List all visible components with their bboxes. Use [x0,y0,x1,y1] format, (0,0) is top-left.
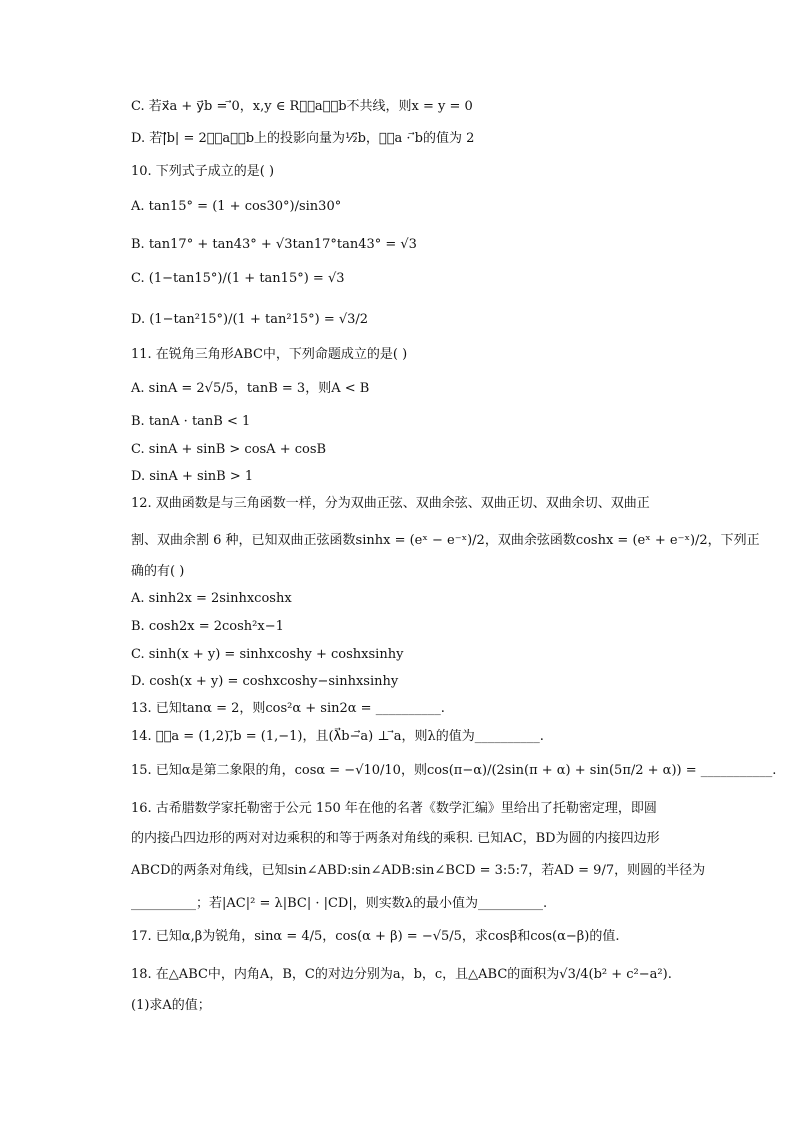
text-line: A. tan15° = (1 + cos30°)/sin30° [131,199,342,214]
text-line: 16. 古希腊数学家托勒密于公元 150 年在他的名著《数学汇编》里给出了托勒密定理，即圆 [131,801,657,816]
text-line: 确的有( ) [131,564,185,579]
text-line: ABCD的两条对角线，已知sin∠ABD:sin∠ADB:sin∠BCD = 3:5:7，若AD = 9/7，则圆的半径为 [131,863,706,878]
text-line: 14. 若⃗a = (1,2),⃗b = (1,−1)，且(λ⃗b−⃗a) ⊥ ⃗a，则λ的值为__________. [131,729,544,744]
text-line: 割、双曲余割 6 种，已知双曲正弦函数sinhx = (eˣ − e⁻ˣ)/2，双曲余弦函数coshx = (eˣ + e⁻ˣ)/2，下列正 [131,533,760,548]
text-line: D. sinA + sinB > 1 [131,469,254,484]
text-line: C. (1−tan15°)/(1 + tan15°) = √3 [131,271,345,286]
text-line: D. 若|⃗b| = 2，⃗a在⃗b上的投影向量为½⃗b，则⃗a · ⃗b的值为 2 [131,131,475,146]
text-line: 13. 已知tanα = 2，则cos²α + sin2α = __________. [131,701,445,716]
text-line: A. sinh2x = 2sinhxcoshx [131,591,292,606]
text-line: C. sinh(x + y) = sinhxcoshy + coshxsinhy [131,647,404,662]
text-line: 的内接凸四边形的两对对边乘积的和等于两条对角线的乘积. 已知AC，BD为圆的内接四边形 [131,831,660,846]
text-line: 17. 已知α,β为锐角，sinα = 4/5，cos(α + β) = −√5/5，求cosβ和cos(α−β)的值. [131,929,620,944]
text-line: 15. 已知α是第二象限的角，cosα = −√10/10，则cos(π−α)/(2sin(π + α) + sin(5π/2 + α)) = ___________. [131,763,777,778]
text-line: B. tan17° + tan43° + √3tan17°tan43° = √3 [131,237,417,252]
text-line: C. sinA + sinB > cosA + cosB [131,442,327,457]
text-line: D. (1−tan²15°)/(1 + tan²15°) = √3/2 [131,312,369,327]
text-line: __________；若|AC|² = λ|BC| · |CD|，则实数λ的最小值为__________. [131,896,548,911]
text-line: 10. 下列式子成立的是( ) [131,164,275,179]
text-line: 18. 在△ABC中，内角A，B，C的对边分别为a，b，c，且△ABC的面积为√3/4(b² + c²−a²). [131,967,672,982]
text-line: (1)求A的值； [131,998,211,1013]
text-line: 11. 在锐角三角形ABC中，下列命题成立的是( ) [131,347,408,362]
text-line: D. cosh(x + y) = coshxcoshy−sinhxsinhy [131,674,399,689]
text-line: A. sinA = 2√5/5，tanB = 3，则A < B [131,381,370,396]
text-line: B. cosh2x = 2cosh²x−1 [131,619,284,634]
text-line: B. tanA · tanB < 1 [131,414,251,429]
text-line: 12. 双曲函数是与三角函数一样，分为双曲正弦、双曲余弦、双曲正切、双曲余切、双曲正 [131,496,650,511]
text-line: C. 若x⃗a + y⃗b = ⃗0，x,y ∈ R，⃗a，⃗b不共线，则x = y = 0 [131,99,473,114]
